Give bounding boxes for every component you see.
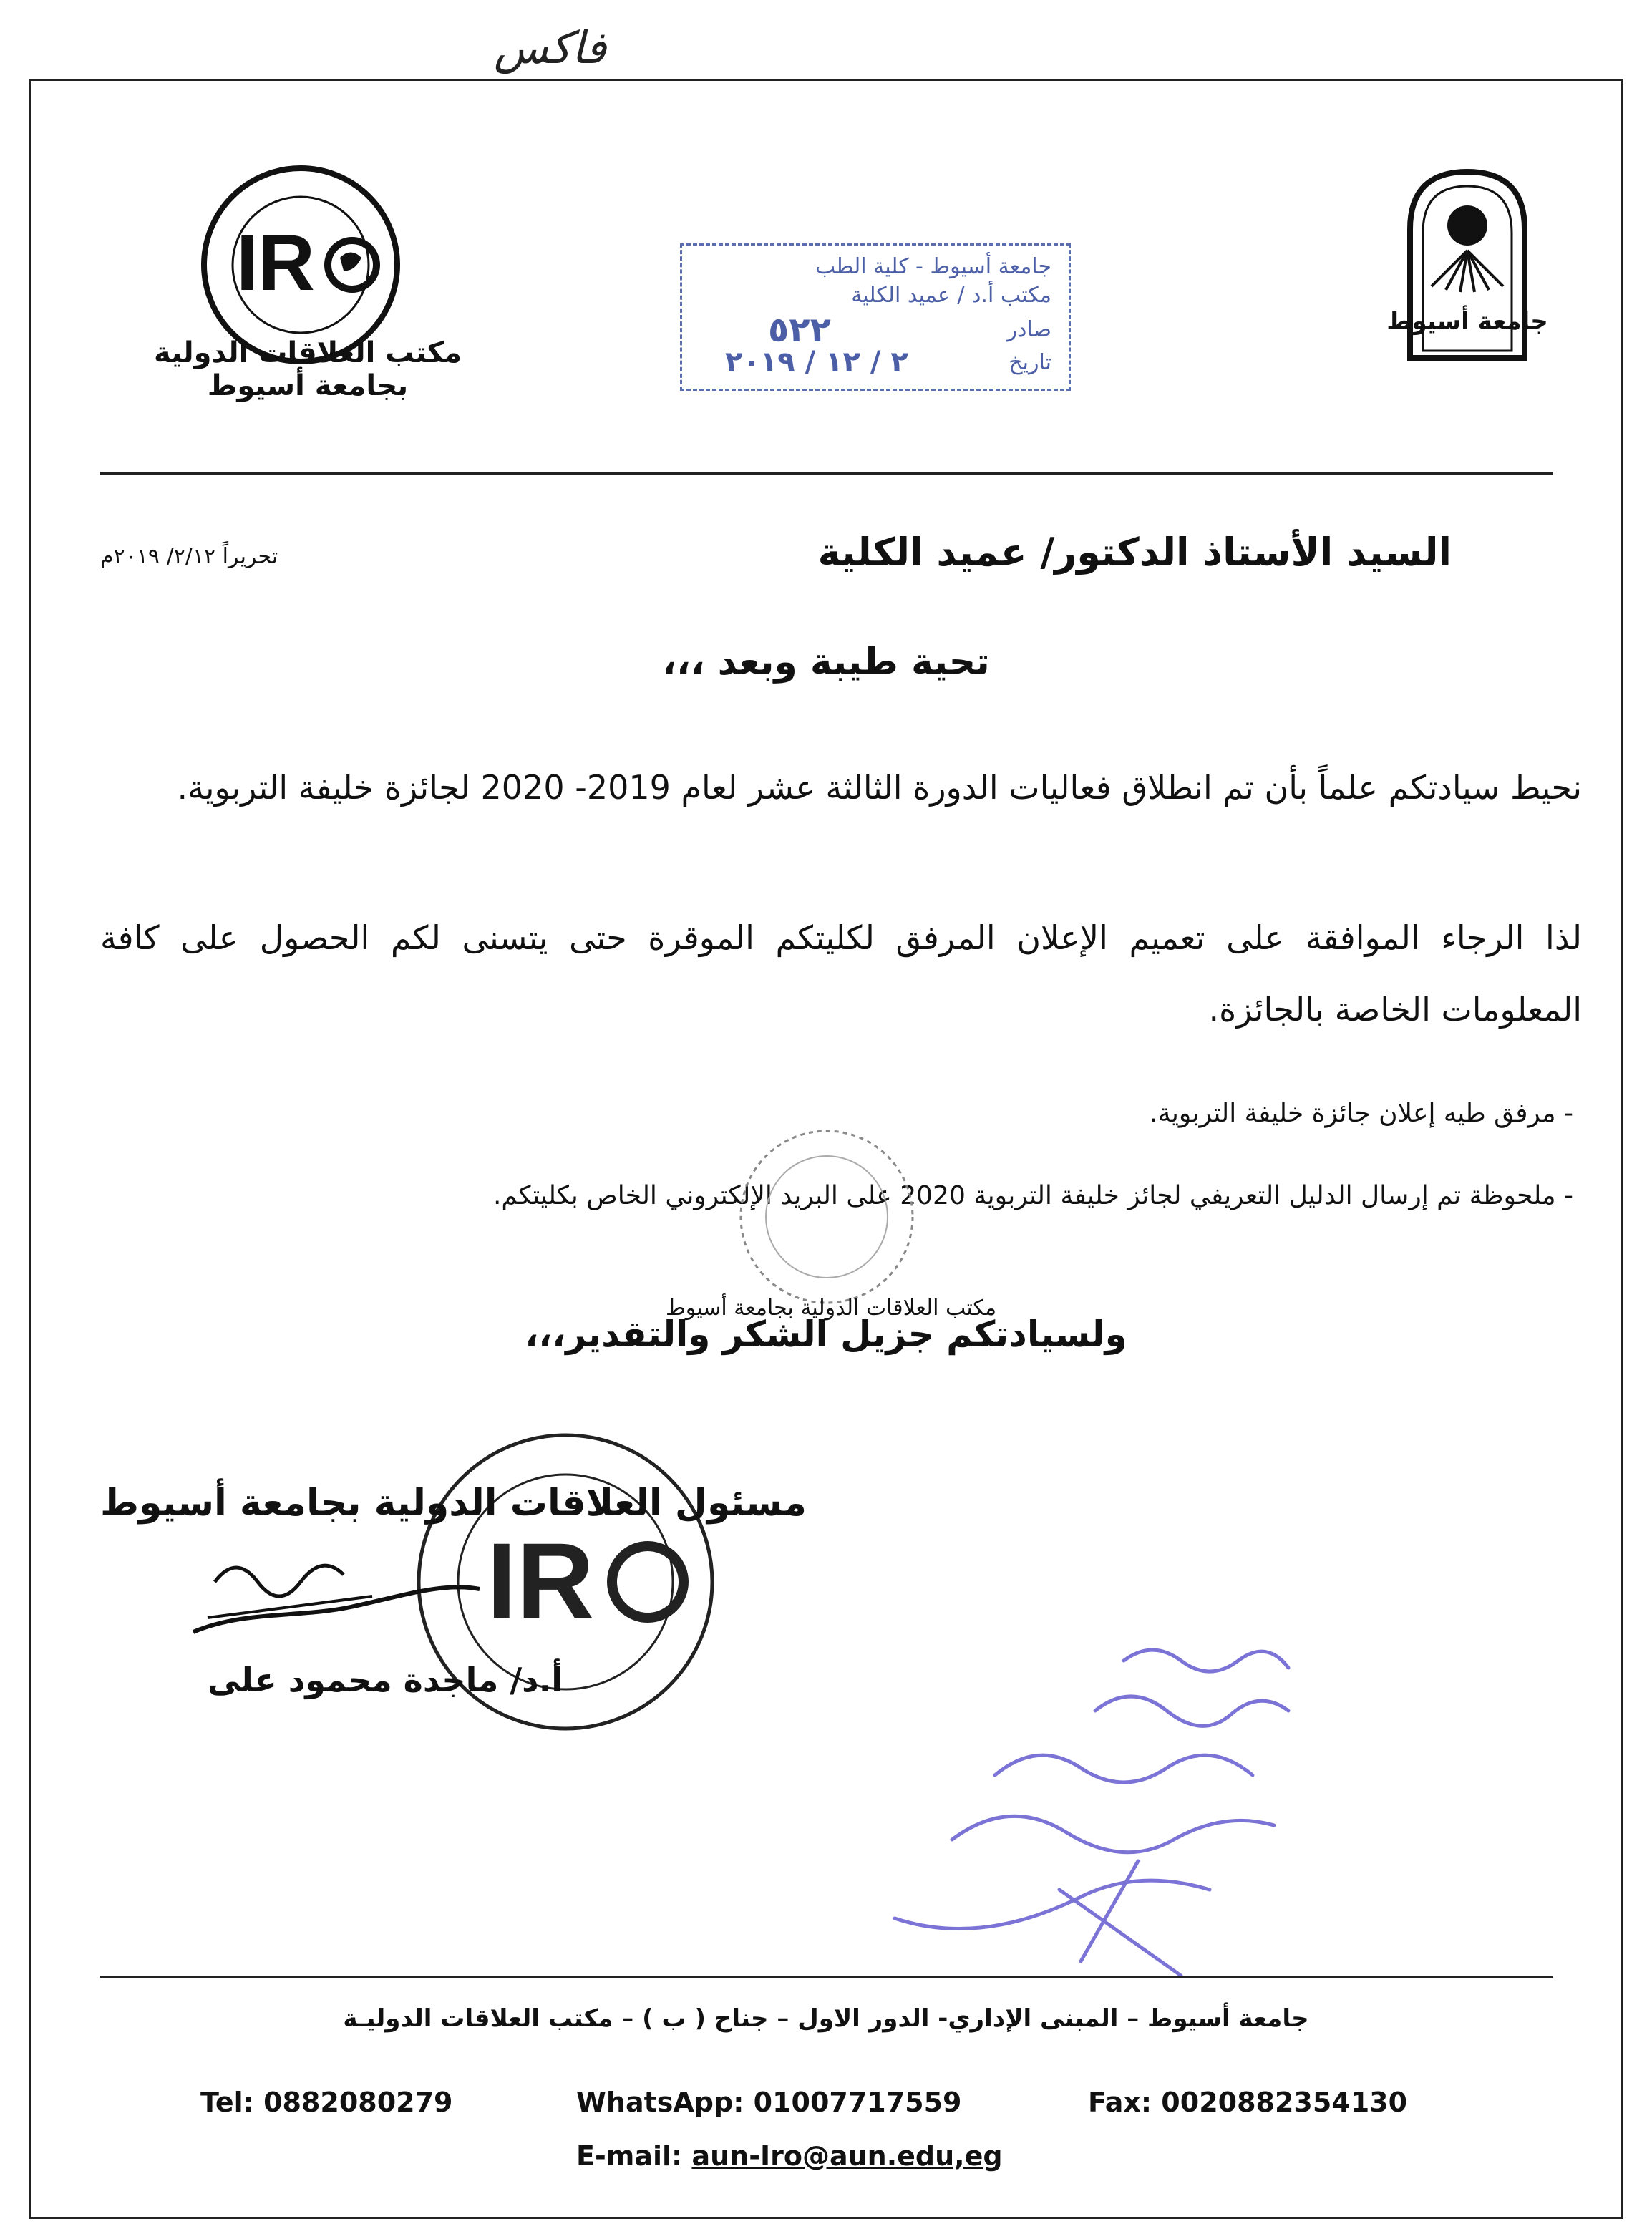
email-label: E-mail: xyxy=(576,2140,692,2172)
greeting: تحية طيبة وبعد ،،، xyxy=(662,641,990,684)
attachment-note: - مرفق طيه إعلان جائزة خليفة التربوية. xyxy=(1150,1099,1573,1128)
footer-divider xyxy=(100,1976,1553,1978)
faint-stamp-caption: مكتب العلاقات الدولية بجامعة أسيوط xyxy=(666,1296,997,1321)
registration-stamp xyxy=(680,243,1071,391)
footer-whatsapp: WhatsApp: 01007717559 xyxy=(576,2087,962,2118)
stamp-line: صادر xyxy=(1006,317,1051,342)
stamp-number: ٥٢٢ xyxy=(768,310,831,350)
signatory-name: أ.د/ ماجدة محمود على xyxy=(208,1661,563,1699)
email-link[interactable]: aun-Iro@aun.edu,eg xyxy=(691,2140,1003,2172)
svg-text:IR: IR xyxy=(487,1520,594,1641)
university-logo xyxy=(1386,165,1548,365)
footer-phone: Tel: 0882080279 xyxy=(200,2087,453,2118)
paragraph-2: لذا الرجاء الموافقة على تعميم الإعلان المرفق لكليتكم الموقرة حتى يتسنى لكم الحصول على كافة المعلومات الخاصة بالجائزة. xyxy=(100,918,1582,1029)
letter-date: تحريراً ٢/١٢/ ٢٠١٩م xyxy=(100,544,278,569)
svg-text:IR: IR xyxy=(236,219,315,307)
iro-caption: مكتب العلاقات الدولية بجامعة أسيوط xyxy=(154,336,462,402)
header-divider xyxy=(100,472,1553,475)
signatory-title: مسئول العلاقات الدولية بجامعة أسيوط xyxy=(100,1482,807,1525)
closing-line: ولسيادتكم جزيل الشكر والتقدير،،، xyxy=(525,1313,1127,1355)
footer-email xyxy=(576,2140,1003,2172)
handwritten-annotation: فاكس xyxy=(494,21,607,74)
paragraph-1: نحيط سيادتكم علماً بأن تم انطلاق فعاليات الدورة الثالثة عشر لعام 2019- 2020 لجائزة خليفة التربوية. xyxy=(177,768,1582,807)
remark-note: - ملحوظة تم إرسال الدليل التعريفي لجائز خليفة التربوية 2020 على البريد الإلكتروني الخاص بكليتكم. xyxy=(492,1181,1573,1210)
faint-office-stamp xyxy=(723,1124,931,1310)
salutation: السيد الأستاذ الدكتور/ عميد الكلية xyxy=(817,530,1452,575)
handwritten-blue-annotation xyxy=(866,1632,1381,2004)
footer-fax: Fax: 0020882354130 xyxy=(1088,2087,1408,2118)
stamp-line: تاريخ xyxy=(1009,350,1051,375)
stamp-date: ٢ / ١٢ / ٢٠١٩ xyxy=(725,346,908,379)
footer-address: جامعة أسيوط – المبنى الإداري- الدور الاول – جناح ( ب ) – مكتب العلاقات الدوليـة xyxy=(343,2004,1309,2033)
stamp-line: جامعة أسيوط - كلية الطب xyxy=(815,254,1051,279)
stamp-line: مكتب أ.د / عميد الكلية xyxy=(851,283,1051,308)
handwritten-signature xyxy=(186,1539,487,1653)
university-logo-text: جامعة أسيوط xyxy=(1386,307,1548,336)
